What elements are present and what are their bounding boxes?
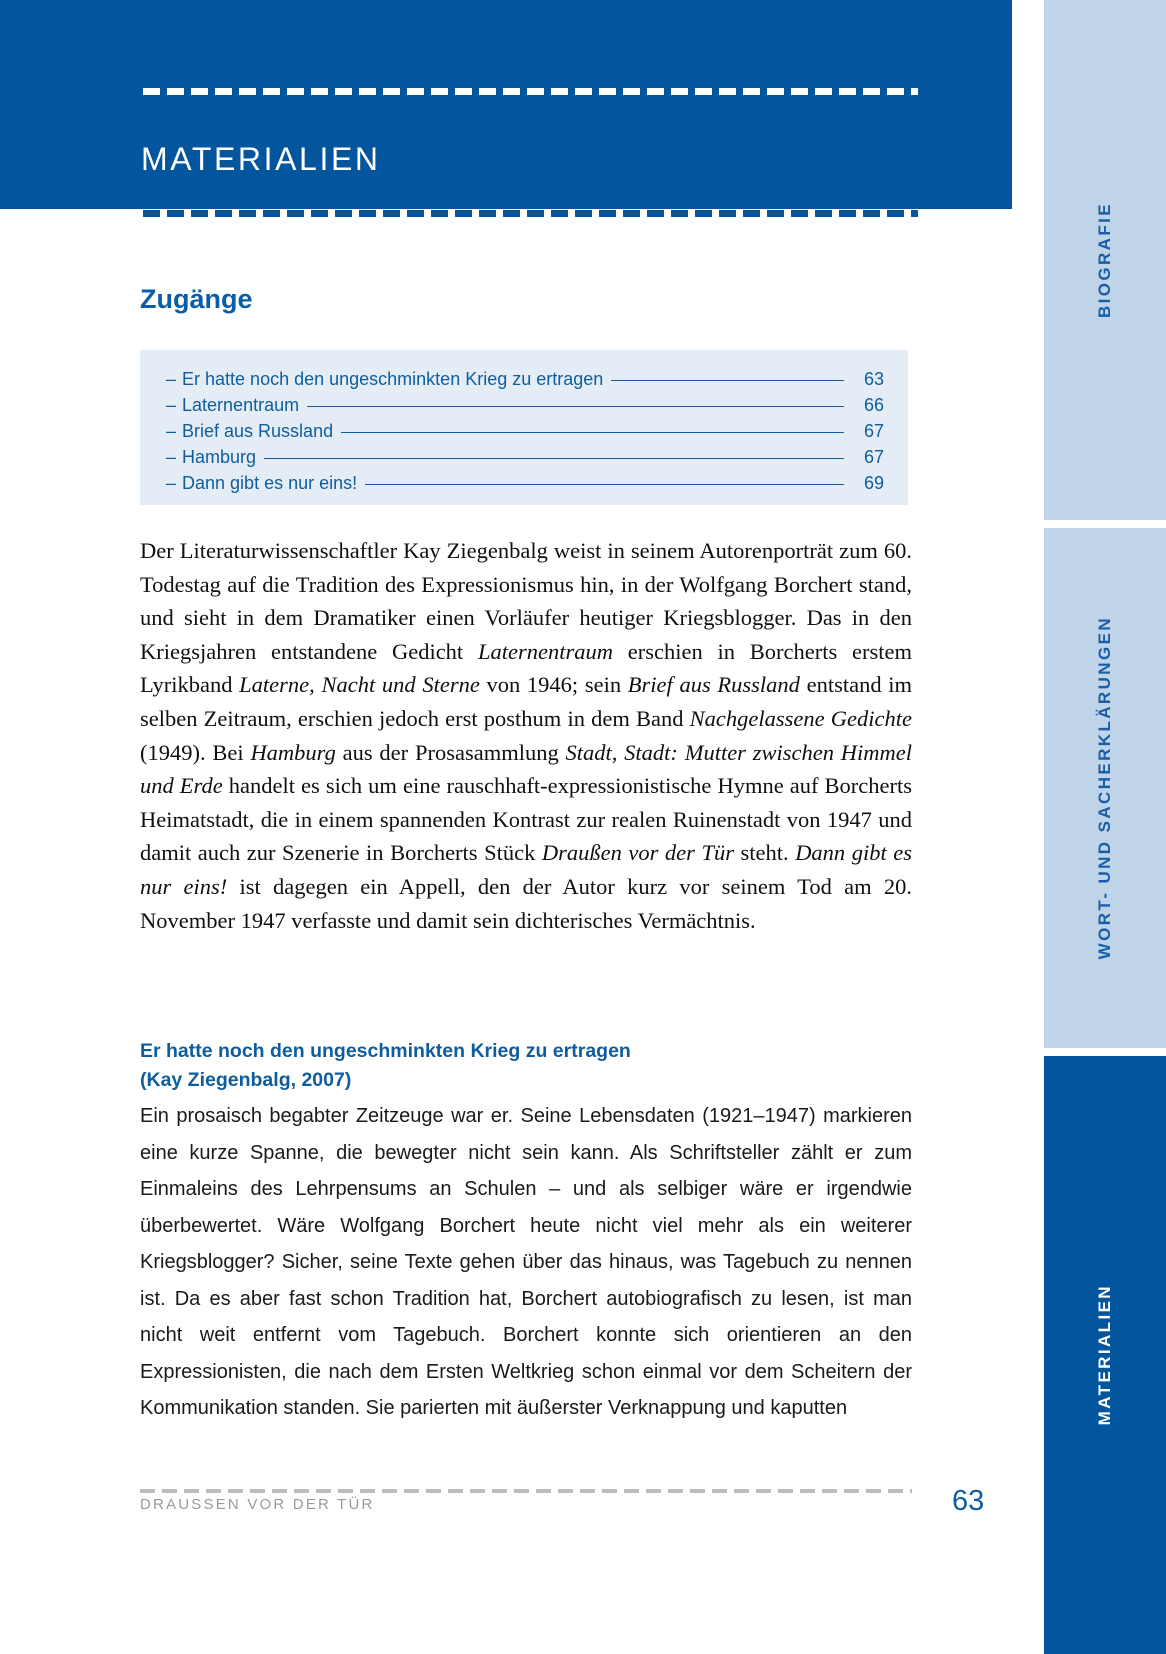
toc-leader-line <box>611 380 844 381</box>
intro-title-laterne-nacht-und-sterne: Laterne, Nacht und Sterne <box>239 672 480 698</box>
side-tab-biografie-label: BIOGRAFIE <box>1095 201 1114 319</box>
toc-bullet-dash: – <box>166 473 177 493</box>
side-tab-wort-und-sacherklaerungen-label: WORT- UND SACHERKLÄRUNGEN <box>1095 616 1114 960</box>
toc-row[interactable] <box>166 418 884 444</box>
toc-entry-page: 67 <box>863 447 884 467</box>
intro-text-part-2: erschien in Borcherts erstem Lyrikband <box>140 638 912 698</box>
toc-bullet-dash: – <box>166 421 177 441</box>
intro-paragraph <box>140 534 912 937</box>
toc-leader-line <box>264 458 844 459</box>
toc-bullet-dash: – <box>166 395 177 415</box>
intro-text-part-6: aus der Prosasammlung <box>335 739 566 765</box>
article-paragraph: Ein prosaisch begabter Zeitzeuge war er. Seine Lebensdaten (1921–1947) markieren eine kurze Spanne, die bewegter nicht sein kann. Als Schriftsteller zählt er zum Einmaleins des Lehrpensums an Schulen – und als selbiger wäre er irgendwie überbewertet. Wäre Wolfgang Borchert heute nicht viel mehr als ein weiterer Kriegsblogger? Sicher, seine Texte gehen über das hinaus, was Tagebuch zu nennen ist. Da es aber fast schon Tradition hat, Borchert autobiografisch zu lesen, ist man nicht weit entfernt vom Tagebuch. Borchert konnte sich orientieren an den Expressionisten, die nach dem Ersten Weltkrieg schon einmal vor dem Scheitern der Kommunikation standen. Sie parierten mit äußerster Verknappung und kaputten <box>140 1105 912 1419</box>
toc-leader-line <box>307 406 844 407</box>
toc-leader-line <box>341 432 844 433</box>
intro-text-part-5: (1949). Bei <box>140 739 251 765</box>
side-tab-biografie[interactable] <box>1044 0 1166 520</box>
article-subheading <box>140 1037 912 1095</box>
header-dashed-rule-top <box>143 88 918 95</box>
toc-row[interactable] <box>166 392 884 418</box>
toc-entry-page: 66 <box>863 395 884 415</box>
intro-text-part-8: steht. <box>733 840 796 866</box>
intro-title-brief-aus-russland: Brief aus Russland <box>627 672 800 698</box>
toc-entry-label: Hamburg <box>182 447 257 467</box>
intro-title-hamburg: Hamburg <box>250 739 336 765</box>
intro-title-nachgelassene-gedichte: Nachgelassene Gedichte <box>689 705 912 731</box>
intro-text-part-1: Der Literaturwissenschaftler Kay Ziegenbalg weist in seinem Autorenporträt zum 60. Todestag auf die Tradition des Expressionismus hin, in der Wolfgang Borchert stand, und sieht in dem Dramatiker einen Vorläufer heutiger Kriegsblogger. Das in den Kriegsjahren entstandene Gedicht <box>140 538 912 664</box>
toc-entry-page: 69 <box>863 473 884 493</box>
footer-dashed-rule <box>140 1489 912 1493</box>
toc-entry-label: Dann gibt es nur eins! <box>182 473 358 493</box>
toc-bullet-dash: – <box>166 447 177 467</box>
side-tab-strip <box>1044 0 1166 1654</box>
intro-text-part-3: von 1946; sein <box>479 672 628 698</box>
article-subheading-line-2: (Kay Ziegenbalg, 2007) <box>140 1069 352 1091</box>
header-dashed-rule-bottom <box>143 210 918 217</box>
article-subheading-line-1: Er hatte noch den ungeschminkten Krieg zu ertragen <box>140 1040 631 1062</box>
toc-bullet-dash: – <box>166 369 177 389</box>
toc-entry-page: 67 <box>863 421 884 441</box>
side-tab-materialien[interactable] <box>1044 1056 1166 1654</box>
toc-entry-label: Brief aus Russland <box>182 421 334 441</box>
side-tab-wort-und-sacherklaerungen[interactable] <box>1044 528 1166 1048</box>
intro-title-dann-gibt-es-nur-eins: Dann gibt es nur eins! <box>140 840 913 899</box>
page-number: 63 <box>952 1485 985 1517</box>
intro-title-stadt-stadt-mutter: Stadt, Stadt: Mutter zwischen Himmel und Erde <box>140 739 913 799</box>
toc-leader-line <box>365 484 844 485</box>
intro-text-part-7: handelt es sich um eine rauschhaft-expressionistische Hymne auf Borcherts Heimatstadt, die in einem spannenden Kontrast zur realen Ruinenstadt von 1947 und damit auch zur Szenerie in Borcherts Stück <box>140 773 913 866</box>
intro-title-draussen-vor-der-tuer: Draußen vor der Tür <box>541 840 734 866</box>
intro-title-laternentraum: Laternentraum <box>477 638 613 664</box>
toc-row[interactable] <box>166 444 884 470</box>
toc-entry-label: Er hatte noch den ungeschminkten Krieg zu ertragen <box>182 369 604 389</box>
intro-text-part-9: ist dagegen ein Appell, den der Autor kurz vor seinem Tod am 20. November 1947 verfasste und damit sein dichterisches Vermächtnis. <box>140 873 912 933</box>
section-title: Zugänge <box>140 284 253 314</box>
side-tab-materialien-label: MATERIALIEN <box>1095 1284 1114 1426</box>
toc-row[interactable] <box>166 470 884 496</box>
chapter-header-banner <box>0 0 1012 209</box>
toc-row[interactable] <box>166 366 884 392</box>
footer-book-title: DRAUSSEN VOR DER TÜR <box>140 1496 375 1513</box>
toc-entry-page: 63 <box>863 369 884 389</box>
chapter-title: MATERIALIEN <box>141 141 381 177</box>
toc-entry-label: Laternentraum <box>182 395 300 415</box>
table-of-contents <box>140 350 908 505</box>
intro-text-part-4: entstand im selben Zeitraum, erschien jedoch erst posthum in dem Band <box>140 672 912 731</box>
